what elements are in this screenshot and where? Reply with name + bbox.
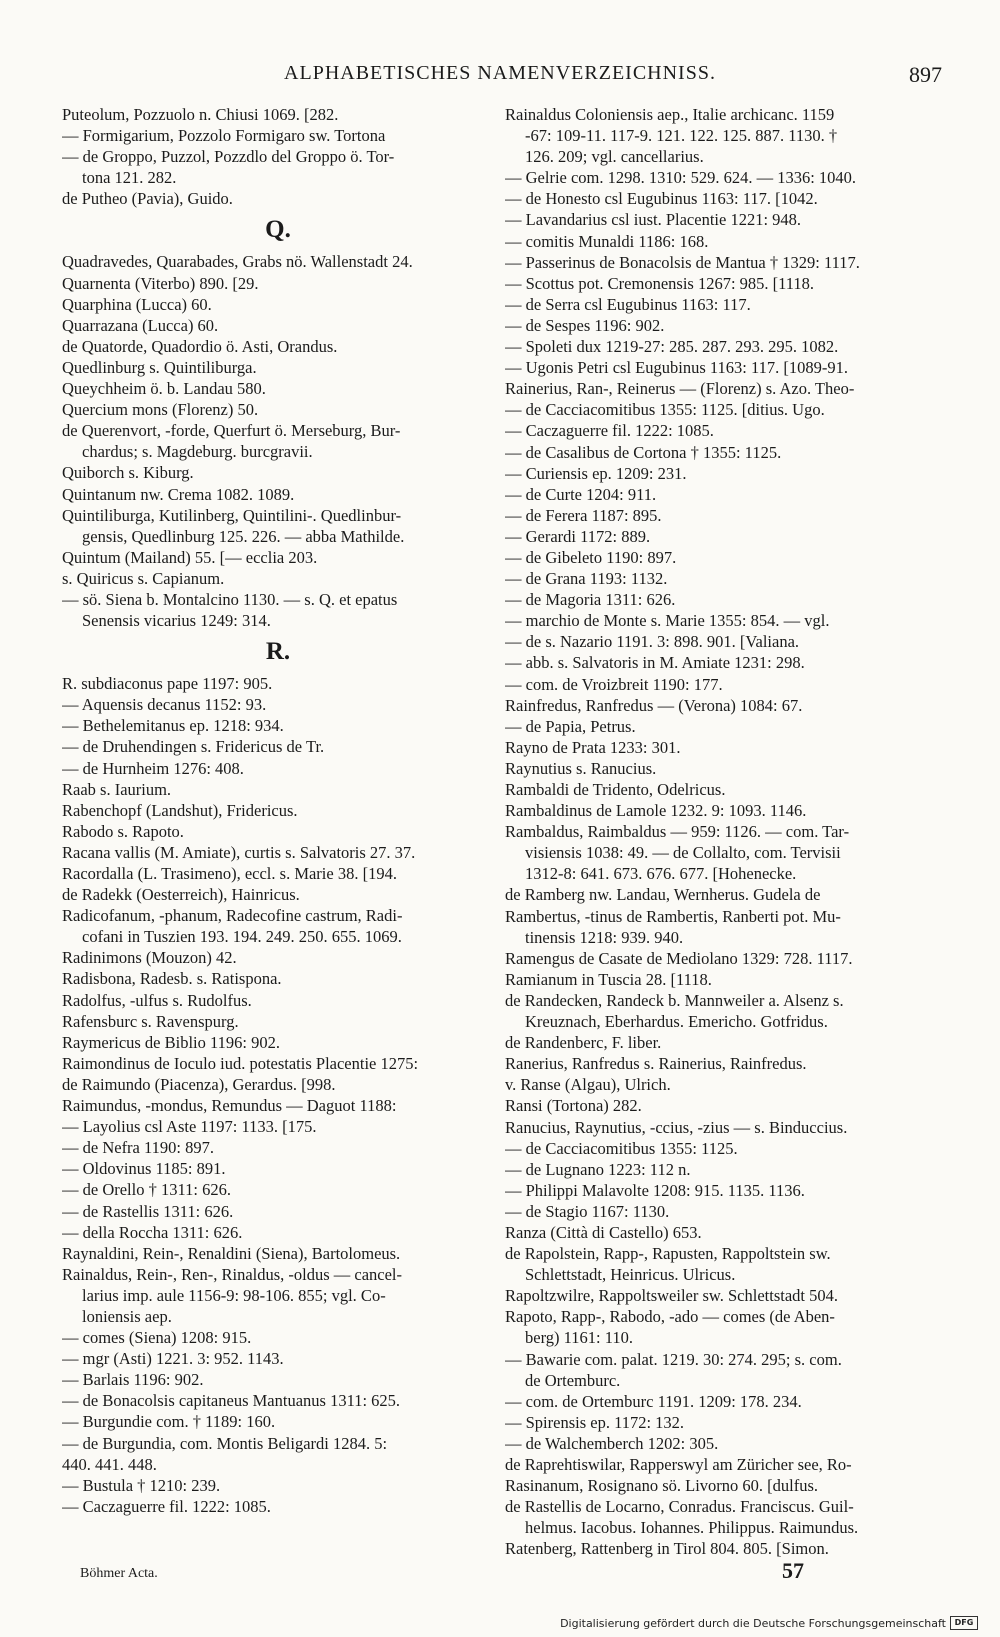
index-line: Ramianum in Tuscia 28. [1118. — [505, 969, 712, 989]
index-line: Rainerius, Ran-, Reinerus — (Florenz) s. Azo. Theo- — [505, 379, 855, 399]
dfg-logo-icon: DFG — [950, 1616, 978, 1630]
index-line: — de Gibeleto 1190: 897. — [505, 547, 677, 567]
index-line: Schlettstadt, Heinricus. Ulricus. — [525, 1265, 736, 1285]
index-line: Ranucius, Raynutius, -ccius, -zius — s. Binduccius. — [505, 1117, 848, 1137]
index-line: — Curiensis ep. 1209: 231. — [505, 463, 687, 483]
index-line: Rambertus, -tinus de Rambertis, Ranberti pot. Mu- — [505, 906, 841, 926]
index-line: Quedlinburg s. Quintiliburga. — [62, 357, 257, 377]
index-line: — de Serra csl Eugubinus 1163: 117. — [505, 294, 751, 314]
index-line: — abb. s. Salvatoris in M. Amiate 1231: 298. — [505, 653, 805, 673]
index-line: de Rastellis de Locarno, Conradus. Franciscus. Guil- — [505, 1497, 854, 1517]
index-line: tinensis 1218: 939. 940. — [525, 927, 684, 947]
index-line: Quiborch s. Kiburg. — [62, 463, 194, 483]
index-line: Ransi (Tortona) 282. — [505, 1096, 642, 1116]
index-line: — Spoleti dux 1219-27: 285. 287. 293. 295. 1082. — [505, 337, 839, 357]
index-line: — comitis Munaldi 1186: 168. — [505, 231, 709, 251]
index-line: chardus; s. Magdeburg. burcgravii. — [82, 442, 313, 462]
index-line: — Caczaguerre fil. 1222: 1085. — [62, 1496, 271, 1516]
index-line: Raynaldini, Rein-, Renaldini (Siena), Bartolomeus. — [62, 1243, 401, 1263]
index-line: — comes (Siena) 1208: 915. — [62, 1328, 252, 1348]
index-line: Rabenchopf (Landshut), Fridericus. — [62, 800, 298, 820]
index-line: Racana vallis (M. Amiate), curtis s. Salvatoris 27. 37. — [62, 842, 416, 862]
index-line: — de Curte 1204: 911. — [505, 484, 657, 504]
index-line: Puteolum, Pozzuolo n. Chiusi 1069. [282. — [62, 105, 339, 124]
index-line: — Layolius csl Aste 1197: 1133. [175. — [62, 1117, 317, 1137]
index-line: — Bethelemitanus ep. 1218: 934. — [62, 716, 284, 736]
index-line: Rainaldus Coloniensis aep., Italie archicanc. 1159 — [505, 105, 835, 124]
index-line: R. subdiaconus pape 1197: 905. — [62, 674, 273, 694]
index-line: — de Grana 1193: 1132. — [505, 569, 668, 589]
index-line: — de Orello † 1311: 626. — [62, 1180, 231, 1200]
credit-text: Digitalisierung gefördert durch die Deutsche Forschungsgemeinschaft — [560, 1616, 946, 1630]
index-line: de Rapolstein, Rapp-, Rapusten, Rappoltstein sw. — [505, 1244, 831, 1264]
index-line: Ranza (Città di Castello) 653. — [505, 1222, 702, 1242]
index-line: Rapoltzwilre, Rappoltsweiler sw. Schlettstadt 504. — [505, 1286, 838, 1306]
index-line: Senensis vicarius 1249: 314. — [82, 611, 271, 631]
index-line: Raimundus, -mondus, Remundus — Daguot 1188: — [62, 1096, 397, 1116]
index-line: Rapoto, Rapp-, Rabodo, -ado — comes (de Aben- — [505, 1307, 835, 1327]
index-line: Radolfus, -ulfus s. Rudolfus. — [62, 990, 252, 1010]
index-line: — de Bonacolsis capitaneus Mantuanus 1311: 625. — [62, 1391, 401, 1411]
index-line: Rambaldi de Tridento, Odelricus. — [505, 780, 726, 799]
index-line: — de Stagio 1167: 1130. — [505, 1201, 670, 1221]
index-line: Rainfredus, Ranfredus — (Verona) 1084: 67. — [505, 695, 803, 715]
index-line: Radicofanum, -phanum, Radecofine castrum, Radi- — [62, 906, 403, 926]
index-line: -67: 109-11. 117-9. 121. 122. 125. 887. 1130. † — [525, 126, 838, 146]
index-line: — Spirensis ep. 1172: 132. — [505, 1412, 685, 1432]
index-line: — de Sespes 1196: 902. — [505, 315, 665, 335]
index-line: Quintiliburga, Kutilinberg, Quintilini-. Quedlinbur- — [62, 505, 402, 525]
index-line: — de Nefra 1190: 897. — [62, 1138, 214, 1158]
signature-mark: 57 — [782, 1558, 804, 1583]
index-line: Ratenberg, Rattenberg in Tirol 804. 805. [Simon. — [505, 1539, 829, 1559]
index-line: — Burgundie com. † 1189: 160. — [62, 1412, 276, 1432]
index-line: — de Burgundia, com. Montis Beligardi 1284. 5: — [62, 1433, 388, 1453]
index-line: loniensis aep. — [82, 1306, 172, 1326]
index-line: de Putheo (Pavia), Guido. — [62, 189, 233, 209]
index-line: — de Druhendingen s. Fridericus de Tr. — [62, 737, 325, 757]
index-line: de Raprehtiswilar, Rapperswyl am Züricher see, Ro- — [505, 1455, 852, 1474]
index-line: — mgr (Asti) 1221. 3: 952. 1143. — [62, 1349, 284, 1369]
index-line: Rafensburc s. Ravenspurg. — [62, 1011, 239, 1031]
index-line: Raymericus de Biblio 1196: 902. — [62, 1032, 280, 1052]
index-line: — Oldovinus 1185: 891. — [62, 1159, 226, 1179]
index-line: Ramengus de Casate de Mediolano 1329: 728. 1117. — [505, 948, 853, 968]
index-line: Quarrazana (Lucca) 60. — [62, 315, 219, 335]
index-line: larius imp. aule 1156-9: 98-106. 855; vgl. Co- — [82, 1285, 386, 1305]
running-header: ALPHABETISCHES NAMENVERZEICHNISS. — [284, 62, 716, 84]
index-line: de Querenvort, -forde, Querfurt ö. Merseburg, Bur- — [62, 421, 401, 441]
index-line: Rambaldinus de Lamole 1232. 9: 1093. 1146. — [505, 801, 807, 821]
index-line: — de Papia, Petrus. — [505, 716, 636, 736]
section-letter-heading: R. — [265, 638, 291, 666]
index-line: — com. de Ortemburc 1191. 1209: 178. 234. — [505, 1391, 802, 1411]
index-line: Raimondinus de Ioculo iud. potestatis Placentie 1275: — [62, 1053, 419, 1073]
index-line: — Bawarie com. palat. 1219. 30: 274. 295; s. com. — [505, 1349, 842, 1369]
index-line: — de Casalibus de Cortona † 1355: 1125. — [505, 442, 782, 462]
index-line: Quadravedes, Quarabades, Grabs nö. Wallenstadt 24. — [62, 252, 413, 272]
index-line: — de Hurnheim 1276: 408. — [62, 758, 244, 778]
section-letter-heading: Q. — [265, 216, 291, 244]
index-line: — de Ferera 1187: 895. — [505, 505, 662, 525]
index-line: — de Honesto csl Eugubinus 1163: 117. [1042. — [505, 189, 818, 209]
index-line: 126. 209; vgl. cancellarius. — [525, 147, 704, 167]
index-line: Quarphina (Lucca) 60. — [62, 294, 212, 314]
index-line: Quarnenta (Viterbo) 890. [29. — [62, 273, 259, 293]
index-line: — Scottus pot. Cremonensis 1267: 985. [1118. — [505, 273, 815, 293]
index-line: helmus. Iacobus. Iohannes. Philippus. Raimundus. — [525, 1518, 859, 1538]
index-line: de Randenberc, F. liber. — [505, 1033, 662, 1053]
index-line: — de Walchemberch 1202: 305. — [505, 1433, 719, 1453]
index-line: — sö. Siena b. Montalcino 1130. — s. Q. et epatus — [62, 589, 398, 609]
index-line: — de Groppo, Puzzol, Pozzdlo del Groppo ö. Tor- — [62, 147, 395, 167]
right-column — [505, 104, 945, 1559]
index-line: — Aquensis decanus 1152: 93. — [62, 695, 267, 715]
index-line: — de Cacciacomitibus 1355: 1125. [ditius. Ugo. — [505, 400, 825, 420]
index-line: visiensis 1038: 49. — de Collalto, com. Tervisii — [525, 843, 841, 863]
index-line: Radisbona, Radesb. s. Ratispona. — [62, 969, 282, 989]
index-line: Kreuznach, Eberhardus. Emericho. Gotfridus. — [525, 1012, 828, 1032]
page-number: 897 — [909, 62, 942, 87]
index-line: Quintanum nw. Crema 1082. 1089. — [62, 484, 295, 504]
index-line: cofani in Tuszien 193. 194. 249. 250. 655. 1069. — [82, 927, 402, 947]
index-line: de Raimundo (Piacenza), Gerardus. [998. — [62, 1074, 336, 1094]
index-line: s. Quiricus s. Capianum. — [62, 568, 225, 588]
index-line: — Caczaguerre fil. 1222: 1085. — [505, 421, 714, 441]
index-line: — Gerardi 1172: 889. — [505, 526, 651, 546]
index-line: — de Lugnano 1223: 112 n. — [505, 1159, 691, 1179]
index-line: de Radekk (Oesterreich), Hainricus. — [62, 885, 300, 905]
index-line: v. Ranse (Algau), Ulrich. — [505, 1075, 671, 1095]
index-line: de Quatorde, Quadordio ö. Asti, Orandus. — [62, 336, 338, 356]
index-line: — com. de Vroizbreit 1190: 177. — [505, 674, 723, 694]
index-line: Rainaldus, Rein-, Ren-, Rinaldus, -oldus — cancel- — [62, 1264, 403, 1284]
index-line: Raynutius s. Ranucius. — [505, 758, 657, 778]
index-line: — Formigarium, Pozzolo Formigaro sw. Tortona — [62, 126, 386, 146]
index-line: gensis, Quedlinburg 125. 226. — abba Mathilde. — [82, 526, 405, 546]
index-line: de Ramberg nw. Landau, Wernherus. Gudela de — [505, 885, 821, 905]
index-line: — Bustula † 1210: 239. — [62, 1475, 221, 1495]
index-line: Radinimons (Mouzon) 42. — [62, 948, 237, 968]
index-line: de Randecken, Randeck b. Mannweiler a. Alsenz s. — [505, 990, 844, 1010]
index-line: Quintum (Mailand) 55. [— ecclia 203. — [62, 547, 318, 567]
index-line: — Barlais 1196: 902. — [62, 1370, 204, 1390]
index-line: Rasinanum, Rosignano sö. Livorno 60. [dulfus. — [505, 1476, 819, 1496]
index-line: — Philippi Malavolte 1208: 915. 1135. 1136. — [505, 1180, 805, 1200]
index-line: — de Magoria 1311: 626. — [505, 590, 676, 610]
index-line: tona 121. 282. — [82, 168, 177, 188]
index-line: Racordalla (L. Trasimeno), eccl. s. Marie 38. [194. — [62, 864, 397, 883]
index-line: — Ugonis Petri csl Eugubinus 1163: 117. [1089-91. — [505, 358, 848, 378]
index-line: — de Cacciacomitibus 1355: 1125. — [505, 1138, 738, 1158]
digitization-credit — [560, 1616, 978, 1630]
index-line: berg) 1161: 110. — [525, 1328, 633, 1348]
index-line: de Ortemburc. — [525, 1370, 621, 1390]
index-line: — marchio de Monte s. Marie 1355: 854. — vgl. — [505, 611, 830, 631]
index-line: 440. 441. 448. — [62, 1454, 157, 1474]
left-column — [62, 104, 494, 1517]
footer-source: Böhmer Acta. — [80, 1566, 158, 1581]
index-line: — de Rastellis 1311: 626. — [62, 1201, 234, 1221]
index-line: — della Roccha 1311: 626. — [62, 1222, 243, 1242]
index-line: — Passerinus de Bonacolsis de Mantua † 1329: 1117. — [505, 252, 860, 272]
index-line: 1312-8: 641. 673. 676. 677. [Hohenecke. — [525, 864, 797, 884]
index-line: Ranerius, Ranfredus s. Rainerius, Rainfredus. — [505, 1054, 807, 1074]
index-line: — Gelrie com. 1298. 1310: 529. 624. — 1336: 1040. — [505, 168, 857, 188]
index-line: Rayno de Prata 1233: 301. — [505, 737, 681, 757]
index-line: — de s. Nazario 1191. 3: 898. 901. [Valiana. — [505, 632, 800, 652]
index-line: — Lavandarius csl iust. Placentie 1221: 948. — [505, 210, 802, 230]
index-line: Rambaldus, Raimbaldus — 959: 1126. — com. Tar- — [505, 822, 850, 842]
index-line: Raab s. Iaurium. — [62, 779, 172, 799]
index-line: Queychheim ö. b. Landau 580. — [62, 379, 266, 399]
index-line: Rabodo s. Rapoto. — [62, 821, 184, 841]
index-line: Quercium mons (Florenz) 50. — [62, 400, 259, 420]
